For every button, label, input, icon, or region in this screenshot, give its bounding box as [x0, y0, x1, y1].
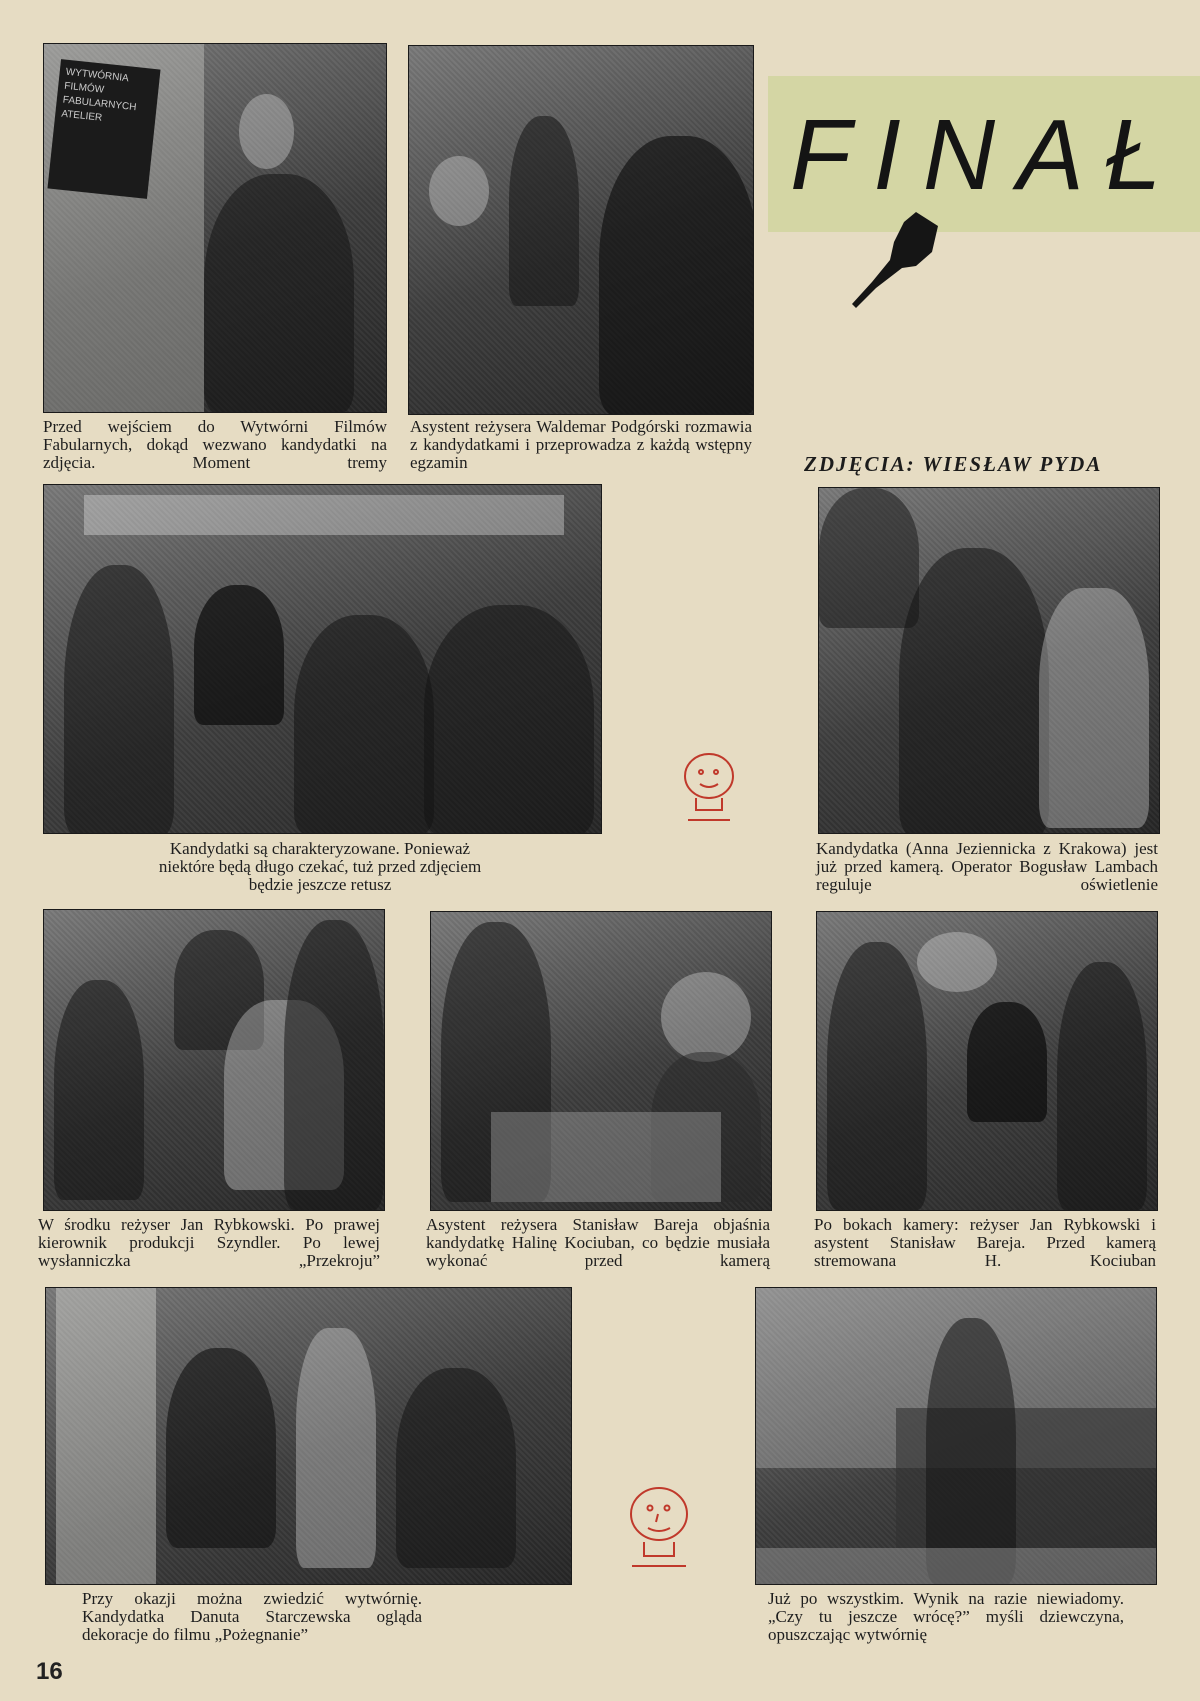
caption-assistant-interview: Asystent reżysera Waldemar Podgórski rozmawia z kandydatkami i przeprowadza z każdą wstępny egzamin [410, 417, 752, 472]
photo-leaving-studio [755, 1287, 1157, 1585]
photo-assistant-interview [408, 45, 754, 415]
pointing-hand-icon [846, 208, 942, 312]
doodle-face-icon [620, 1480, 698, 1576]
photo-bareja-explains [430, 911, 772, 1211]
caption-camera-sides: Po bokach kamery: reżyser Jan Rybkowski i asystent Stanisław Bareja. Przed kamerą stremowana H. Kociuban [814, 1215, 1156, 1270]
photo-credit: ZDJĘCIA: WIESŁAW PYDA [804, 452, 1103, 476]
page-number: 16 [36, 1658, 63, 1685]
photo-studio-entrance [43, 43, 387, 413]
caption-decorations: Przy okazji można zwiedzić wytwórnię. Kandydatka Danuta Starczewska ogląda dekoracje do filmu „Pożegnanie” [82, 1589, 422, 1644]
caption-makeup-room: Kandydatki są charakteryzowane. Ponieważ niektóre będą długo czekać, tuż przed zdjęciem będzie jeszcze retusz [158, 839, 482, 894]
photo-director-center [43, 909, 385, 1211]
caption-studio-entrance: Przed wejściem do Wytwórni Filmów Fabularnych, dokąd wezwano kandydatki na zdjęcia. Moment tremy [43, 417, 387, 472]
caption-bareja-explains: Asystent reżysera Stanisław Bareja objaśnia kandydatkę Halinę Kociuban, co będzie musiała wykonać przed kamerą [426, 1215, 770, 1270]
photo-camera-sides [816, 911, 1158, 1211]
caption-candidate-camera: Kandydatka (Anna Jeziennicka z Krakowa) jest już przed kamerą. Operator Bogusław Lambach reguluje oświetlenie [816, 839, 1158, 894]
doodle-face-icon [676, 748, 742, 828]
page-title: FINAŁ [790, 99, 1184, 211]
caption-leaving-studio: Już po wszystkim. Wynik na razie niewiadomy. „Czy tu jeszcze wrócę?” myśli dziewczyna, opuszczając wytwórnię [768, 1589, 1124, 1644]
photo-candidate-camera [818, 487, 1160, 834]
caption-director-center: W środku reżyser Jan Rybkowski. Po prawej kierownik produkcji Szyndler. Po lewej wysłanniczka „Przekroju” [38, 1215, 380, 1270]
studio-sign: WYTWÓRNIA FILMÓW FABULARNYCH ATELIER [47, 59, 160, 199]
photo-makeup-room [43, 484, 602, 834]
photo-decorations [45, 1287, 572, 1585]
